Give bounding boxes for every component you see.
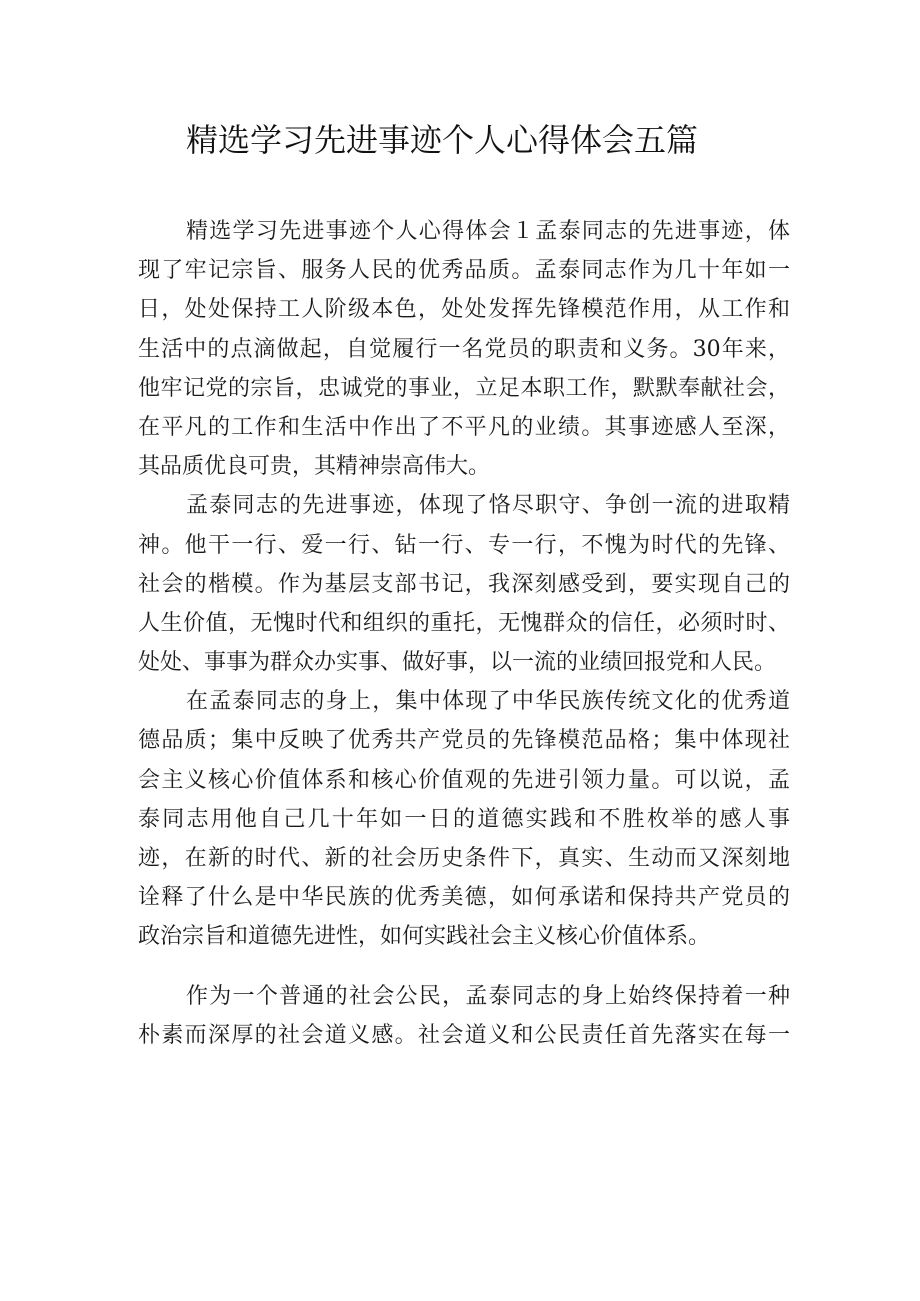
document-body xyxy=(138,212,790,1055)
text-line: 社会的楷模。作为基层支部书记，我深刻感受到，要实现自己的 xyxy=(138,571,790,597)
text-line: 他牢记党的宗旨，忠诚党的事业，立足本职工作，默默奉献社会， xyxy=(138,375,790,401)
text-line: 朴素而深厚的社会道义感。社会道义和公民责任首先落实在每一 xyxy=(138,1022,790,1048)
text-line: 其品质优良可贵，其精神崇高伟大。 xyxy=(138,454,491,480)
paragraph-2 xyxy=(138,486,790,682)
text-line: 德品质；集中反映了优秀共产党员的先锋模范品格；集中体现社 xyxy=(138,728,790,754)
text-line: 现了牢记宗旨、服务人民的优秀品质。孟泰同志作为几十年如一 xyxy=(138,258,790,284)
paragraph-1 xyxy=(138,212,790,486)
text-line: 在孟泰同志的身上，集中体现了中华民族传统文化的优秀道 xyxy=(186,689,790,715)
paragraph-3 xyxy=(138,682,790,956)
text-line: 生活中的点滴做起，自觉履行一名党员的职责和义务。30年来， xyxy=(138,336,790,362)
text-line: 处处、事事为群众办实事、做好事，以一流的业绩回报党和人民。 xyxy=(138,650,777,676)
document-title: 精选学习先进事迹个人心得体会五篇 xyxy=(185,121,698,159)
text-line: 在平凡的工作和生活中作出了不平凡的业绩。其事迹感人至深， xyxy=(138,414,790,440)
text-line: 迹，在新的时代、新的社会历史条件下，真实、生动而又深刻地 xyxy=(138,846,790,871)
paragraph-spacer xyxy=(138,957,790,977)
text-line: 作为一个普通的社会公民，孟泰同志的身上始终保持着一种 xyxy=(186,983,790,1009)
paragraph-4 xyxy=(138,977,790,1055)
text-line: 精选学习先进事迹个人心得体会１孟泰同志的先进事迹，体 xyxy=(186,219,790,244)
text-line: 会主义核心价值体系和核心价值观的先进引领力量。可以说，孟 xyxy=(138,767,790,793)
text-line: 泰同志用他自己几十年如一日的道德实践和不胜枚举的感人事 xyxy=(138,806,790,832)
text-line: 神。他干一行、爱一行、钻一行、专一行，不愧为时代的先锋、 xyxy=(138,532,790,558)
text-line: 人生价值，无愧时代和组织的重托，无愧群众的信任，必须时时、 xyxy=(138,610,790,636)
text-line: 日，处处保持工人阶级本色，处处发挥先锋模范作用，从工作和 xyxy=(138,297,790,323)
text-line: 诠释了什么是中华民族的优秀美德，如何承诺和保持共产党员的 xyxy=(138,885,790,911)
text-line: 政治宗旨和道德先进性，如何实践社会主义核心价值体系。 xyxy=(138,924,711,950)
text-line: 孟泰同志的先进事迹，体现了恪尽职守、争创一流的进取精 xyxy=(186,493,790,519)
